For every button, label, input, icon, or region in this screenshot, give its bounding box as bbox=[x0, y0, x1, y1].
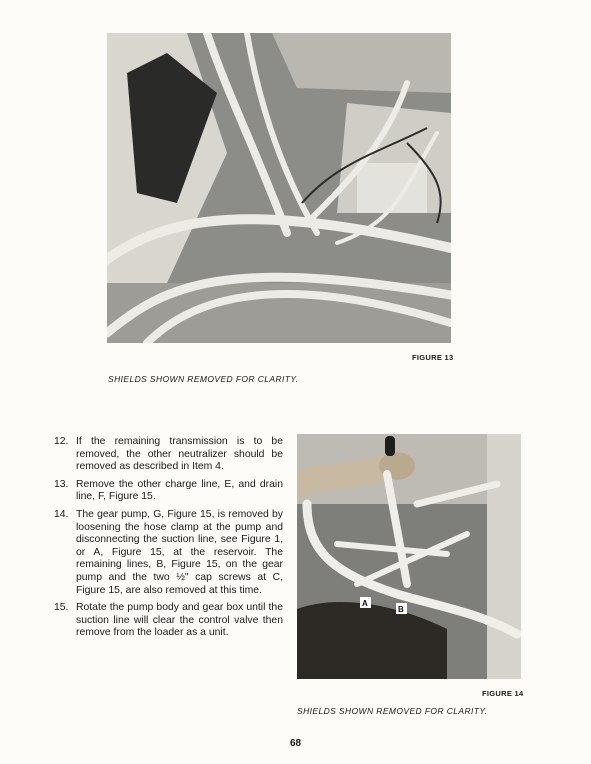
step-number: 12. bbox=[54, 436, 69, 447]
callout-b: B bbox=[398, 605, 404, 614]
step-number: 15. bbox=[54, 602, 69, 614]
figure-13-caption: SHIELDS SHOWN REMOVED FOR CLARITY. bbox=[108, 374, 299, 384]
figure-14-caption: SHIELDS SHOWN REMOVED FOR CLARITY. bbox=[297, 706, 488, 716]
step-text: The gear pump, G, Figure 15, is removed by loosening the hose clamp at the pump and disconnecting the suction line, see Figure 1, or A, Figure 15, at the reservoir. The remaining lines, B, Figure 15, on the gear pump and the two ½" cap screws at C, Figure 15, are also removed at this time. bbox=[76, 508, 283, 596]
figure-14-photo bbox=[297, 434, 521, 679]
step-item bbox=[56, 479, 283, 504]
step-number: 13. bbox=[54, 478, 69, 490]
figure-14-label: FIGURE 14 bbox=[482, 689, 524, 698]
figure-13-label: FIGURE 13 bbox=[412, 353, 454, 362]
step-number: 14. bbox=[54, 508, 69, 520]
callout-a: A bbox=[362, 599, 368, 608]
step-item bbox=[56, 509, 283, 597]
step-text: Remove the other charge line, E, and drain line, F, Figure 15. bbox=[76, 478, 283, 503]
step-item bbox=[56, 602, 283, 640]
step-text: Rotate the pump body and gear box until the suction line will clear the control valve then remove from the loader as a unit. bbox=[76, 602, 283, 639]
figure-13-photo bbox=[107, 33, 451, 343]
step-item bbox=[56, 436, 283, 474]
step-text: If the remaining transmission is to be removed, the other neutralizer should be removed as described in Item 4. bbox=[76, 436, 283, 473]
instruction-steps bbox=[56, 436, 283, 645]
page-number: 68 bbox=[289, 738, 302, 749]
